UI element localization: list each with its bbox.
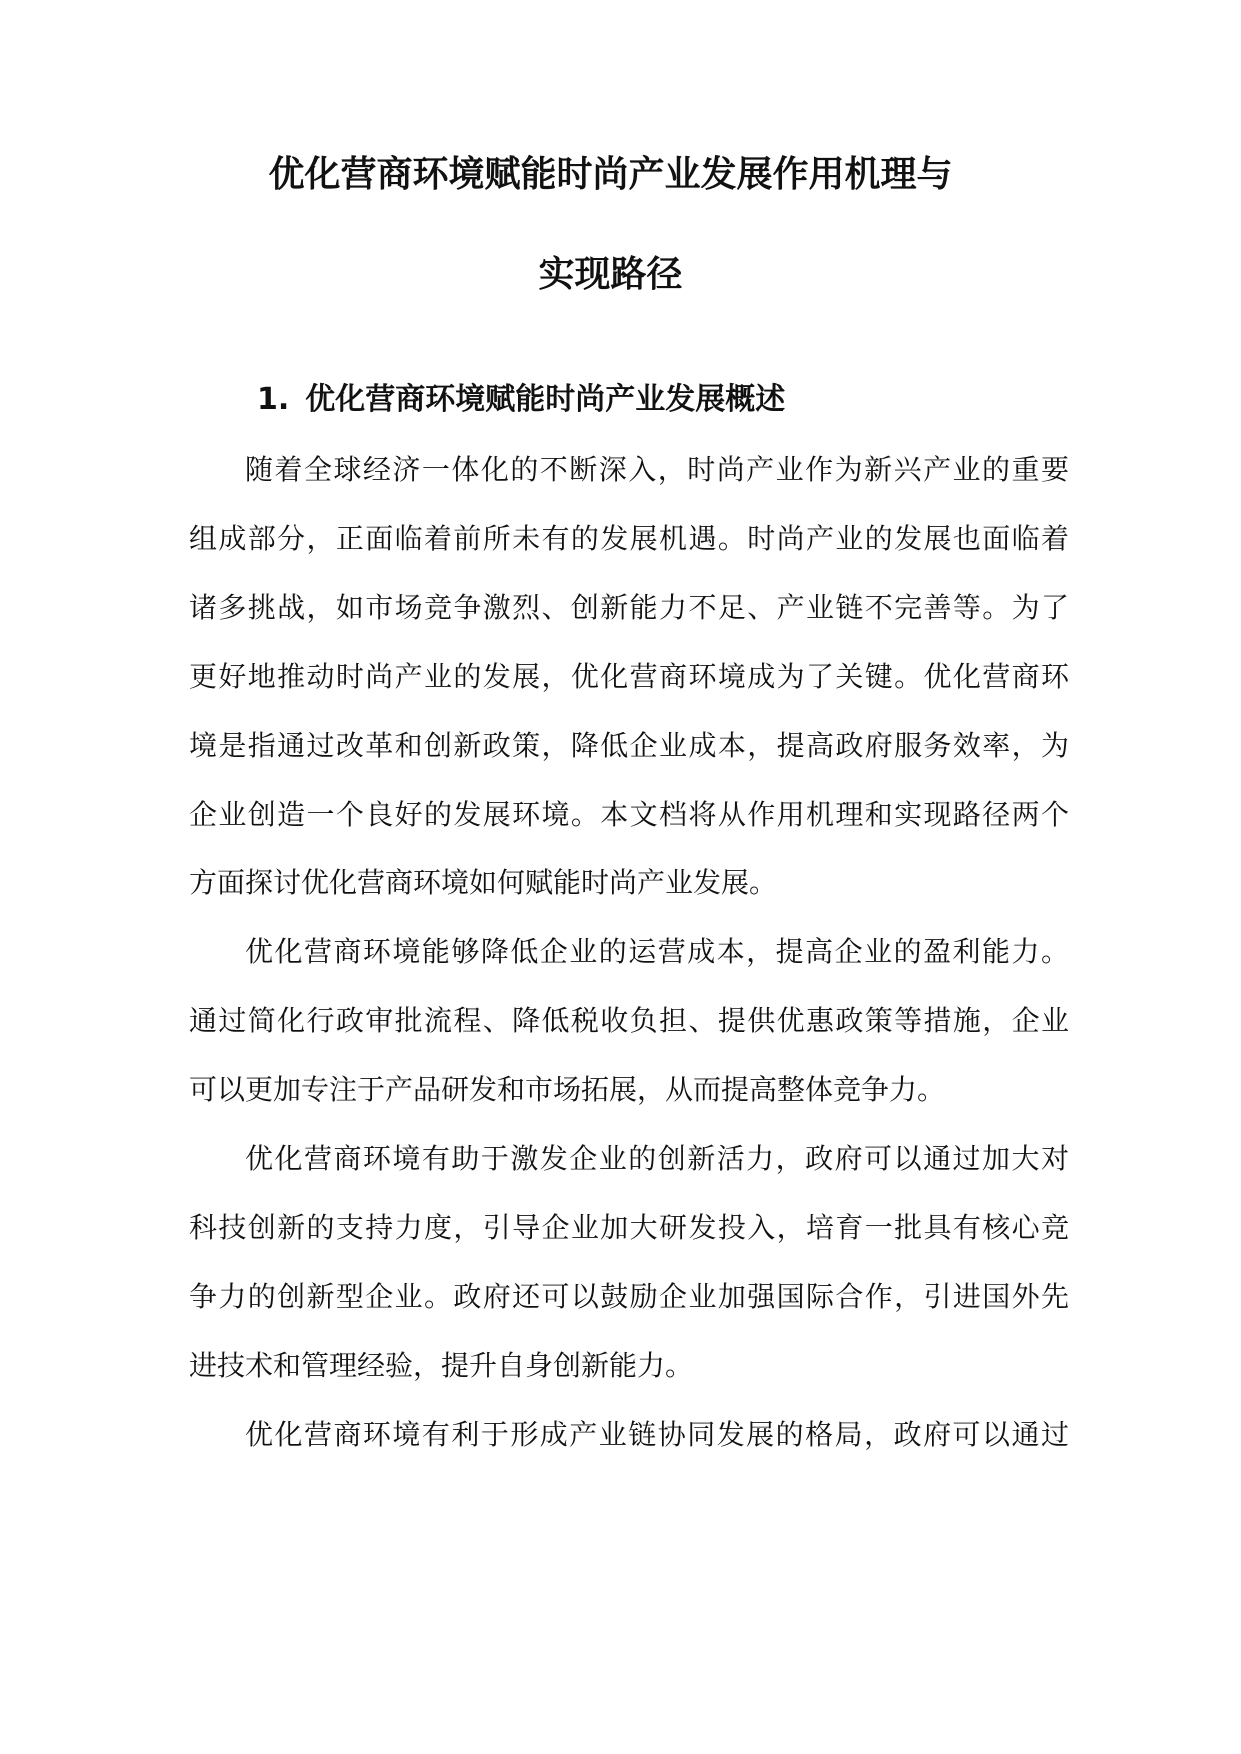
section-number: 1. <box>257 382 290 417</box>
paragraph-line: 进技术和管理经验，提升自身创新能力。 <box>189 1349 694 1382</box>
document-title-line-2: 实现路径 <box>538 254 683 295</box>
paragraph-line: 组成部分，正面临着前所未有的发展机遇。时尚产业的发展也面临着 <box>189 522 1069 555</box>
section-title: 优化营商环境赋能时尚产业发展概述 <box>305 382 786 417</box>
paragraph-line: 更好地推动时尚产业的发展，优化营商环境成为了关键。优化营商环 <box>189 660 1069 693</box>
paragraph-line: 企业创造一个良好的发展环境。本文档将从作用机理和实现路径两个 <box>189 798 1069 831</box>
paragraph-line: 可以更加专注于产品研发和市场拓展，从而提高整体竞争力。 <box>189 1073 946 1106</box>
paragraph-line: 科技创新的支持力度，引导企业加大研发投入，培育一批具有核心竞 <box>189 1211 1069 1244</box>
paragraph-line: 诸多挑战，如市场竞争激烈、创新能力不足、产业链不完善等。为了 <box>189 591 1069 624</box>
section-1-heading <box>257 382 786 417</box>
paragraph-line: 通过简化行政审批流程、降低税收负担、提供优惠政策等措施，企业 <box>189 1004 1069 1037</box>
paragraph-line: 随着全球经济一体化的不断深入，时尚产业作为新兴产业的重要 <box>245 453 1069 486</box>
paragraph-line: 方面探讨优化营商环境如何赋能时尚产业发展。 <box>189 866 778 899</box>
paragraph-line: 优化营商环境有助于激发企业的创新活力，政府可以通过加大对 <box>245 1142 1069 1175</box>
paragraph-line: 优化营商环境有利于形成产业链协同发展的格局，政府可以通过 <box>245 1418 1069 1451</box>
document-title-line-1: 优化营商环境赋能时尚产业发展作用机理与 <box>268 154 953 195</box>
paragraph-line: 境是指通过改革和创新政策，降低企业成本，提高政府服务效率，为 <box>189 729 1069 762</box>
paragraph-line: 争力的创新型企业。政府还可以鼓励企业加强国际合作，引进国外先 <box>189 1280 1069 1313</box>
paragraph-line: 优化营商环境能够降低企业的运营成本，提高企业的盈利能力。 <box>245 935 1069 968</box>
